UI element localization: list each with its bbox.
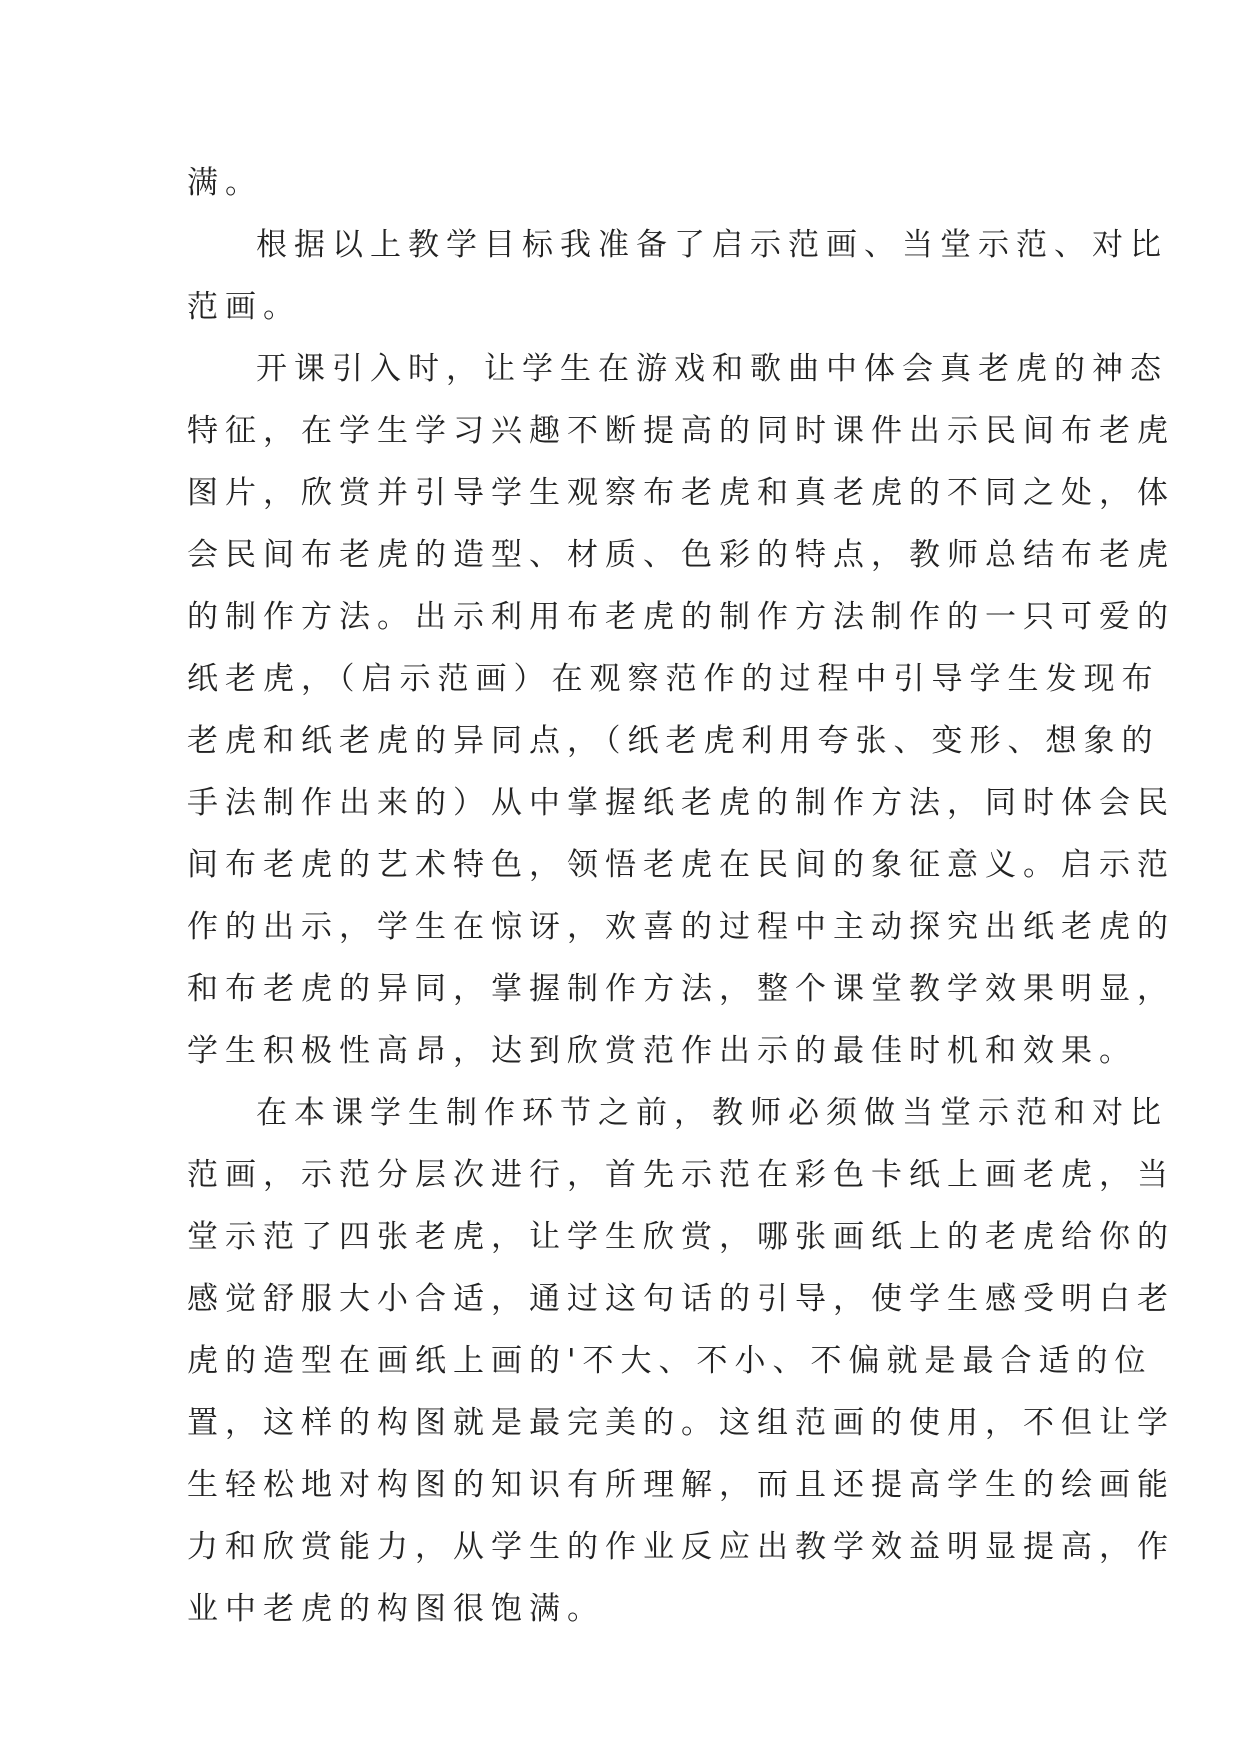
paragraph-first-line: 开课引入时，让学生在游戏和歌曲中体会真老虎的神态 — [256, 351, 1168, 387]
text-line: 和布老虎的异同，掌握制作方法，整个课堂教学效果明显， — [187, 971, 1175, 1007]
text-line: 力和欣赏能力，从学生的作业反应出教学效益明显提高，作 — [187, 1529, 1175, 1565]
text-line: 老虎和纸老虎的异同点，（纸老虎利用夸张、变形、想象的 — [187, 723, 1160, 759]
text-line: 范画，示范分层次进行，首先示范在彩色卡纸上画老虎，当 — [187, 1157, 1175, 1193]
paragraph-first-line: 根据以上教学目标我准备了启示范画、当堂示范、对比 — [256, 227, 1168, 263]
text-line: 置，这样的构图就是最完美的。这组范画的使用，不但让学 — [187, 1405, 1175, 1441]
text-line: 业中老虎的构图很饱满。 — [187, 1591, 605, 1627]
text-line: 间布老虎的艺术特色，领悟老虎在民间的象征意义。启示范 — [187, 847, 1175, 883]
text-line: 图片，欣赏并引导学生观察布老虎和真老虎的不同之处，体 — [187, 475, 1175, 511]
text-line: 虎的造型在画纸上画的'不大、不小、不偏就是最合适的位 — [187, 1343, 1153, 1379]
text-line: 纸老虎，（启示范画）在观察范作的过程中引导学生发现布 — [187, 661, 1160, 697]
body-text — [187, 152, 1175, 1640]
text-line: 手法制作出来的）从中掌握纸老虎的制作方法，同时体会民 — [187, 785, 1175, 821]
text-line: 范画。 — [187, 289, 301, 325]
text-line: 会民间布老虎的造型、材质、色彩的特点，教师总结布老虎 — [187, 537, 1175, 573]
text-line: 作的出示，学生在惊讶，欢喜的过程中主动探究出纸老虎的 — [187, 909, 1175, 945]
text-line: 堂示范了四张老虎，让学生欣赏，哪张画纸上的老虎给你的 — [187, 1219, 1175, 1255]
text-line: 满。 — [187, 165, 263, 201]
text-line: 特征，在学生学习兴趣不断提高的同时课件出示民间布老虎 — [187, 413, 1175, 449]
text-line: 的制作方法。出示利用布老虎的制作方法制作的一只可爱的 — [187, 599, 1175, 635]
text-line: 学生积极性高昂，达到欣赏范作出示的最佳时机和效果。 — [187, 1033, 1137, 1069]
text-line: 生轻松地对构图的知识有所理解，而且还提高学生的绘画能 — [187, 1467, 1175, 1503]
text-line: 感觉舒服大小合适，通过这句话的引导，使学生感受明白老 — [187, 1281, 1175, 1317]
paragraph-first-line: 在本课学生制作环节之前，教师必须做当堂示范和对比 — [256, 1095, 1168, 1131]
